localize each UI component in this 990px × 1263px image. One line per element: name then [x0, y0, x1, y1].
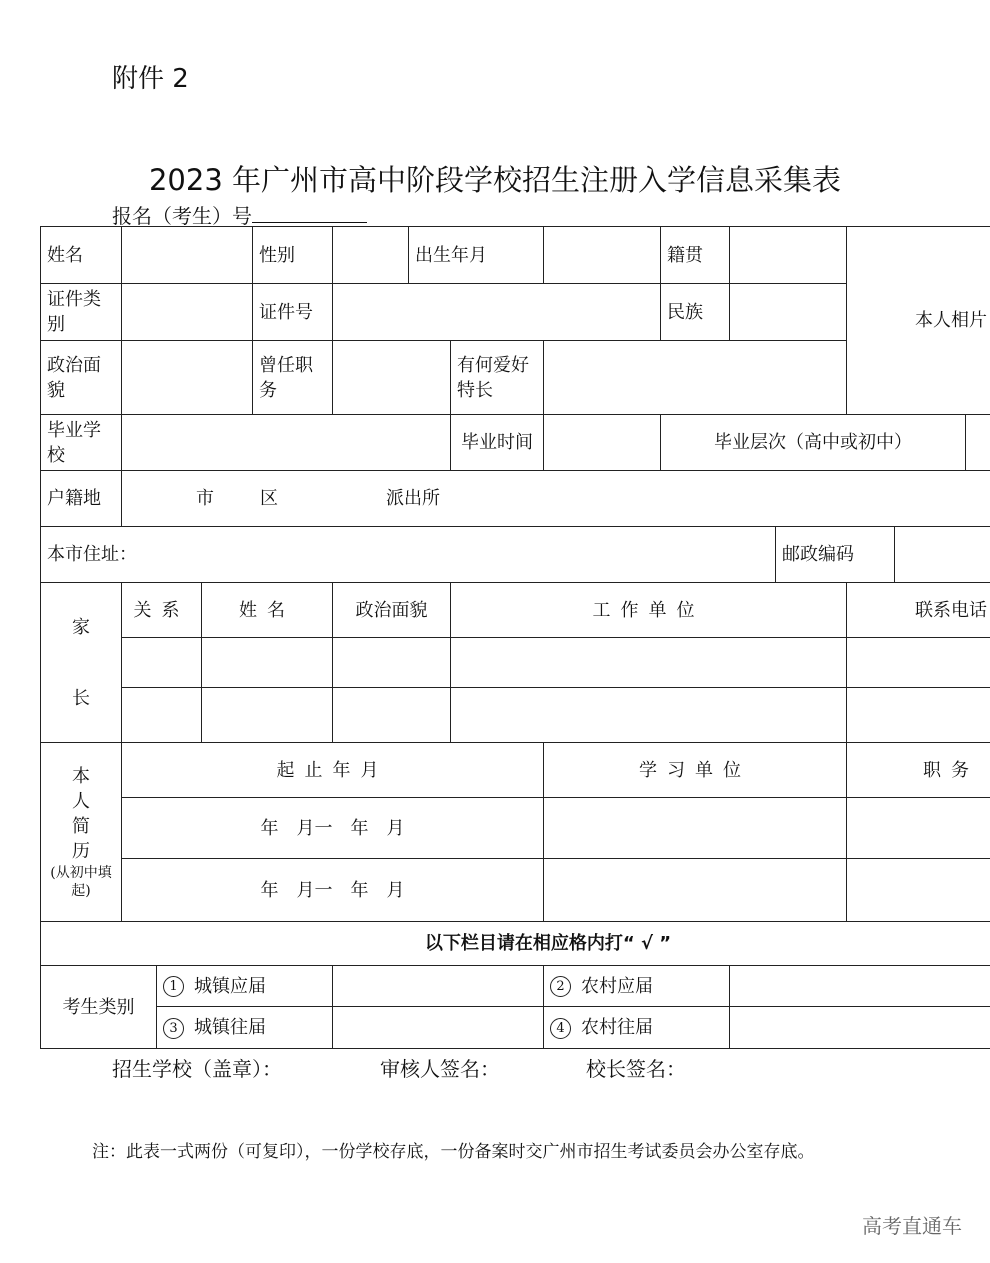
id-no-field[interactable]: [333, 284, 661, 341]
family-label: [41, 583, 122, 743]
family-name-field[interactable]: [202, 638, 333, 688]
family-phone-field[interactable]: [847, 688, 990, 743]
resume-row: [41, 859, 990, 922]
photo-label: 本人相片: [915, 310, 988, 331]
number-4-icon: 4: [550, 1018, 571, 1039]
grad-time-label: 毕业时间: [451, 415, 544, 471]
household-district: 区: [260, 488, 278, 509]
family-row: [41, 638, 990, 688]
resume-period[interactable]: 年 月一 年 月: [122, 798, 544, 859]
grad-level-label: 毕业层次（高中或初中）: [661, 415, 966, 471]
resume-unit-field[interactable]: [544, 859, 847, 922]
address-label: 本市住址：: [47, 544, 137, 565]
id-type-label: 证件类别: [41, 284, 122, 341]
category-label: 考生类别: [41, 966, 157, 1049]
resume-header-period: 起止年月: [122, 743, 544, 798]
registration-number: [112, 200, 367, 229]
category-check-1[interactable]: [333, 966, 544, 1007]
address-field[interactable]: [41, 527, 776, 583]
number-1-icon: 1: [163, 976, 184, 997]
form-title: 2023 年广州市高中阶段学校招生注册入学信息采集表: [148, 163, 842, 197]
category-option-text: 农村应届: [581, 975, 654, 997]
ethnicity-label: 民族: [661, 284, 730, 341]
name-label: 姓名: [41, 227, 122, 284]
footnote: 注：此表一式两份（可复印），一份学校存底，一份备案时交广州市招生考试委员会办公室存底。: [92, 1142, 815, 1162]
birth-field[interactable]: [544, 227, 661, 284]
family-workplace-field[interactable]: [451, 638, 847, 688]
family-relation-field[interactable]: [122, 688, 202, 743]
attachment-label: 附件 2: [112, 64, 189, 94]
resume-post-field[interactable]: [847, 798, 990, 859]
category-option-text: 城镇往届: [194, 1017, 266, 1038]
category-option-text: 城镇应届: [194, 975, 266, 997]
former-post-field[interactable]: [333, 341, 451, 415]
native-label: 籍贯: [661, 227, 730, 284]
resume-row: [41, 798, 990, 859]
politics-label: 政治面貌: [41, 341, 122, 415]
postcode-field[interactable]: [895, 527, 990, 583]
resume-label-text: 本人简历: [72, 766, 90, 862]
resume-header-unit: 学习单位: [544, 743, 847, 798]
family-row: [41, 688, 990, 743]
grad-level-field[interactable]: [966, 415, 990, 471]
category-option-text: 农村往届: [581, 1017, 654, 1038]
hobbies-label: 有何爱好特长: [451, 341, 544, 415]
household-police: 派出所: [386, 488, 440, 509]
number-3-icon: 3: [163, 1018, 184, 1039]
category-option-2: [544, 966, 730, 1007]
info-form-table: [40, 226, 990, 1049]
grad-school-field[interactable]: [122, 415, 451, 471]
grad-time-field[interactable]: [544, 415, 661, 471]
registration-number-label: 报名（考生）号: [112, 204, 252, 228]
resume-unit-field[interactable]: [544, 798, 847, 859]
family-header-relation: 关系: [122, 583, 202, 638]
family-relation-field[interactable]: [122, 638, 202, 688]
gender-label: 性别: [253, 227, 333, 284]
ethnicity-field[interactable]: [730, 284, 847, 341]
politics-field[interactable]: [122, 341, 253, 415]
category-check-4[interactable]: [730, 1007, 990, 1049]
grad-school-label: 毕业学校: [41, 415, 122, 471]
category-option-4: [544, 1007, 730, 1049]
id-no-label: 证件号: [253, 284, 333, 341]
family-header-politics: 政治面貌: [333, 583, 451, 638]
watermark: 高考直通车: [862, 1214, 962, 1238]
gender-field[interactable]: [333, 227, 409, 284]
category-option-3: [157, 1007, 333, 1049]
family-politics-field[interactable]: [333, 688, 451, 743]
category-check-2[interactable]: [730, 966, 990, 1007]
former-post-label: 曾任职务: [253, 341, 333, 415]
native-field[interactable]: [730, 227, 847, 284]
household-field[interactable]: [122, 471, 990, 527]
family-phone-field[interactable]: [847, 638, 990, 688]
family-workplace-field[interactable]: [451, 688, 847, 743]
reviewer-signature-label: 审核人签名：: [380, 1057, 500, 1081]
name-field[interactable]: [122, 227, 253, 284]
registration-number-field[interactable]: [252, 204, 367, 223]
postcode-label: 邮政编码: [776, 527, 895, 583]
resume-post-field[interactable]: [847, 859, 990, 922]
family-header-phone: 联系电话: [847, 583, 990, 638]
check-instruction: 以下栏目请在相应格内打“ √ ”: [41, 922, 990, 966]
category-option-1: [157, 966, 333, 1007]
birth-label: 出生年月: [409, 227, 544, 284]
family-header-workplace: 工作单位: [451, 583, 847, 638]
principal-signature-label: 校长签名：: [586, 1057, 686, 1081]
id-type-field[interactable]: [122, 284, 253, 341]
family-politics-field[interactable]: [333, 638, 451, 688]
household-city: 市: [196, 488, 214, 509]
photo-box[interactable]: [847, 227, 990, 415]
hobbies-field[interactable]: [544, 341, 847, 415]
family-label-top: 家: [72, 616, 90, 638]
family-label-bottom: 长: [72, 687, 90, 709]
resume-header-post: 职务: [847, 743, 990, 798]
resume-label: [41, 743, 122, 922]
number-2-icon: 2: [550, 976, 571, 997]
school-seal-label: 招生学校（盖章）：: [112, 1057, 282, 1081]
family-header-name: 姓名: [202, 583, 333, 638]
family-name-field[interactable]: [202, 688, 333, 743]
resume-period[interactable]: 年 月一 年 月: [122, 859, 544, 922]
resume-label-sub: (从初中填起): [50, 865, 112, 899]
category-check-3[interactable]: [333, 1007, 544, 1049]
household-label: 户籍地: [41, 471, 122, 527]
